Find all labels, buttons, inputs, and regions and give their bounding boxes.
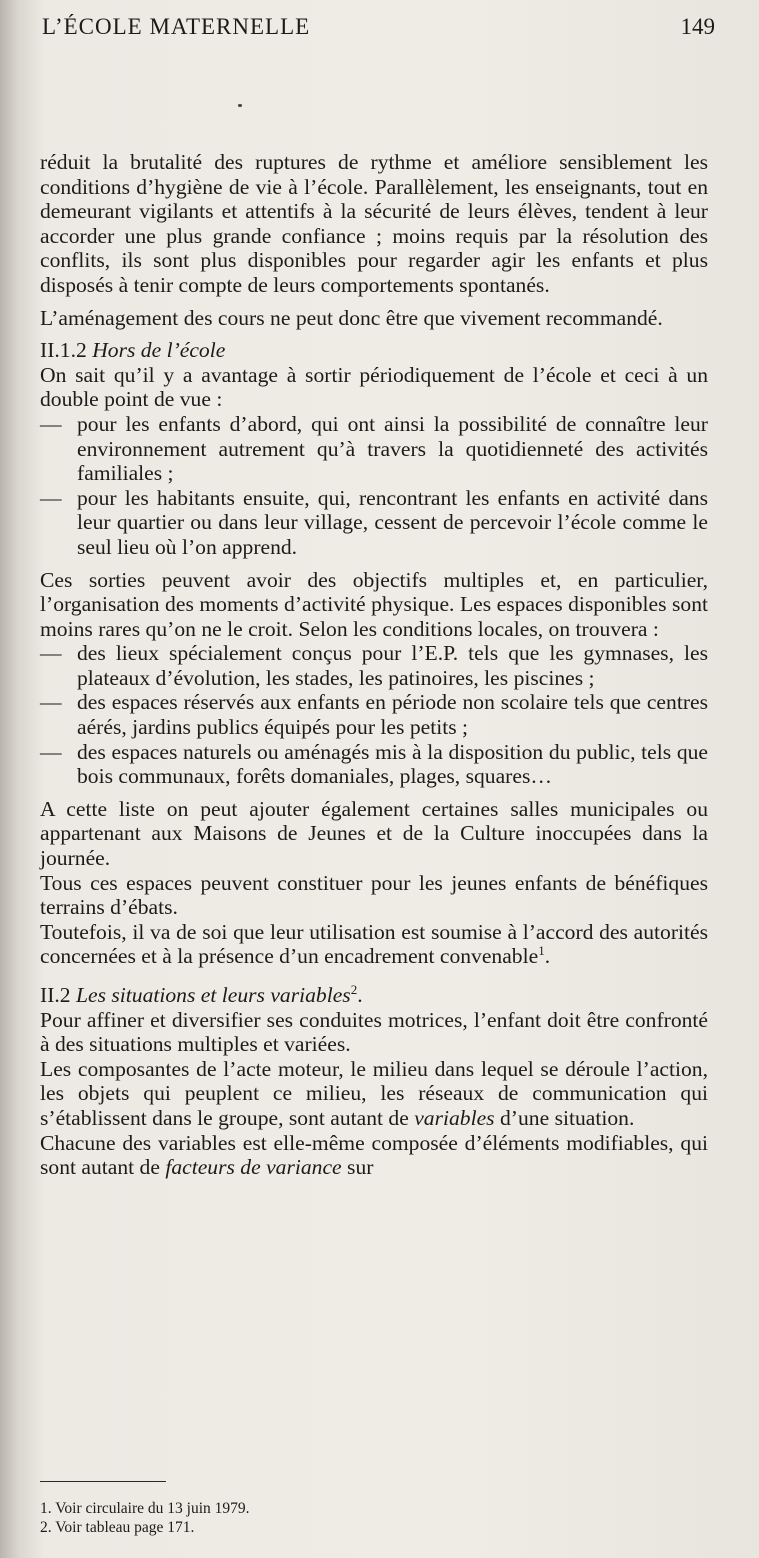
paragraph-7-end: . xyxy=(544,944,551,969)
paragraph-8: Pour affiner et diversifier ses conduites motrices, l’enfant doit être confronté à des situations multiples et variées. xyxy=(40,1007,708,1057)
paragraph-6: Tous ces espaces peuvent constituer pour les jeunes enfants de bénéfiques terrains d’ébats. xyxy=(40,870,708,920)
section-number: II.1.2 xyxy=(40,338,87,363)
paragraph-10 xyxy=(40,1131,708,1180)
list-item xyxy=(40,412,708,486)
section-heading-ii-2 xyxy=(40,983,708,1008)
paragraph-4: Ces sorties peuvent avoir des objectifs multiples et, en particulier, l’organisation des moments d’activité physique. Les espaces disponibles sont moins rares qu’on ne le croit. Selon les conditions locales, on trouvera : xyxy=(40,567,708,641)
section-title: Hors de l’école xyxy=(92,338,226,363)
footnote-rule xyxy=(40,1481,166,1482)
list-item xyxy=(40,740,708,789)
paragraph-10-text-b: sur xyxy=(347,1155,374,1180)
section-heading-ii-1-2 xyxy=(40,338,708,363)
list-item-text: des lieux spécialement conçus pour l’E.P. tels que les gymnases, les plateaux d’évolution, les stades, les patinoires, les piscines ; xyxy=(77,641,708,690)
heading-end: . xyxy=(357,983,363,1007)
paragraph-1: réduit la brutalité des ruptures de rythme et améliore sensiblement les conditions d’hygiène de vie à l’école. Parallèlement, les enseignants, tout en demeurant vigilants et attentifs à la sécurité de leurs élèves, tendent à leur accorder une plus grande confiance ; moins requis par la résolution des conflits, ils sont plus disponibles pour regarder agir les enfants et plus disposés à tenir compte de leurs comportements spontanés. xyxy=(40,150,708,297)
section-title: Les situations et leurs variables xyxy=(75,983,351,1007)
paragraph-9 xyxy=(40,1057,708,1131)
paragraph-5: A cette liste on peut ajouter également certaines salles municipales ou appartenant aux Maisons de Jeunes et de la Culture inoccupées dans la journée. xyxy=(40,796,708,871)
running-header xyxy=(42,14,715,48)
chapter-title: L’ÉCOLE MATERNELLE xyxy=(42,14,311,39)
footnote-ref-1: 1 xyxy=(538,943,545,959)
list-purposes xyxy=(40,412,708,560)
body-text xyxy=(40,150,708,1180)
footnotes xyxy=(40,1499,250,1537)
footnote-ref-2: 2 xyxy=(350,981,358,997)
list-item-text: des espaces réservés aux enfants en période non scolaire tels que centres aérés, jardins publics équipés pour les petits ; xyxy=(77,690,708,740)
paragraph-9-text-b: d’une situation. xyxy=(500,1105,635,1130)
emphasis-variables: variables xyxy=(414,1105,495,1130)
footnote-2: 2. Voir tableau page 171. xyxy=(40,1519,195,1536)
footnote-1: 1. Voir circulaire du 13 juin 1979. xyxy=(40,1500,250,1517)
paragraph-3: On sait qu’il y a avantage à sortir périodiquement de l’école et ceci à un double point de vue : xyxy=(40,362,708,412)
page-number: 149 xyxy=(680,14,715,39)
list-item xyxy=(40,641,708,690)
list-places xyxy=(40,641,708,789)
dash-bullet: — xyxy=(40,411,62,436)
list-item-text: pour les enfants d’abord, qui ont ainsi la possibilité de connaître leur environnement autrement qu’à travers la quotidienneté des activités familiales ; xyxy=(77,411,708,486)
list-item xyxy=(40,486,708,560)
section-number: II.2 xyxy=(40,983,71,1007)
dash-bullet: — xyxy=(40,690,62,715)
paragraph-7 xyxy=(40,920,708,969)
list-item-text: des espaces naturels ou aménagés mis à la disposition du public, tels que bois communaux, forêts domaniales, plages, squares… xyxy=(77,739,708,789)
dash-bullet: — xyxy=(40,485,62,510)
paragraph-2: L’aménagement des cours ne peut donc être que vivement recommandé. xyxy=(40,305,663,330)
paragraph-9-text-a: Les composantes de l’acte moteur, le milieu dans lequel se déroule l’action, les objets qui peuplent ce milieu, les réseaux de communication qui s’établissent dans le groupe, sont autant de xyxy=(40,1056,708,1130)
list-item xyxy=(40,690,708,739)
dash-bullet: — xyxy=(40,641,62,666)
paragraph-7-text: Toutefois, il va de soi que leur utilisation est soumise à l’accord des autorités concernées et à la présence d’un encadrement convenable xyxy=(40,919,708,969)
paragraph-10-text-a: Chacune des variables est elle-même composée d’éléments modifiables, qui sont autant de xyxy=(40,1130,708,1180)
emphasis-facteurs: facteurs de variance xyxy=(165,1155,342,1180)
dash-bullet: — xyxy=(40,739,62,764)
print-speck xyxy=(238,104,242,107)
list-item-text: pour les habitants ensuite, qui, rencontrant les enfants en activité dans leur quartier ou dans leur village, cessent de percevoir l’école comme le seul lieu où l’on apprend. xyxy=(77,485,708,559)
